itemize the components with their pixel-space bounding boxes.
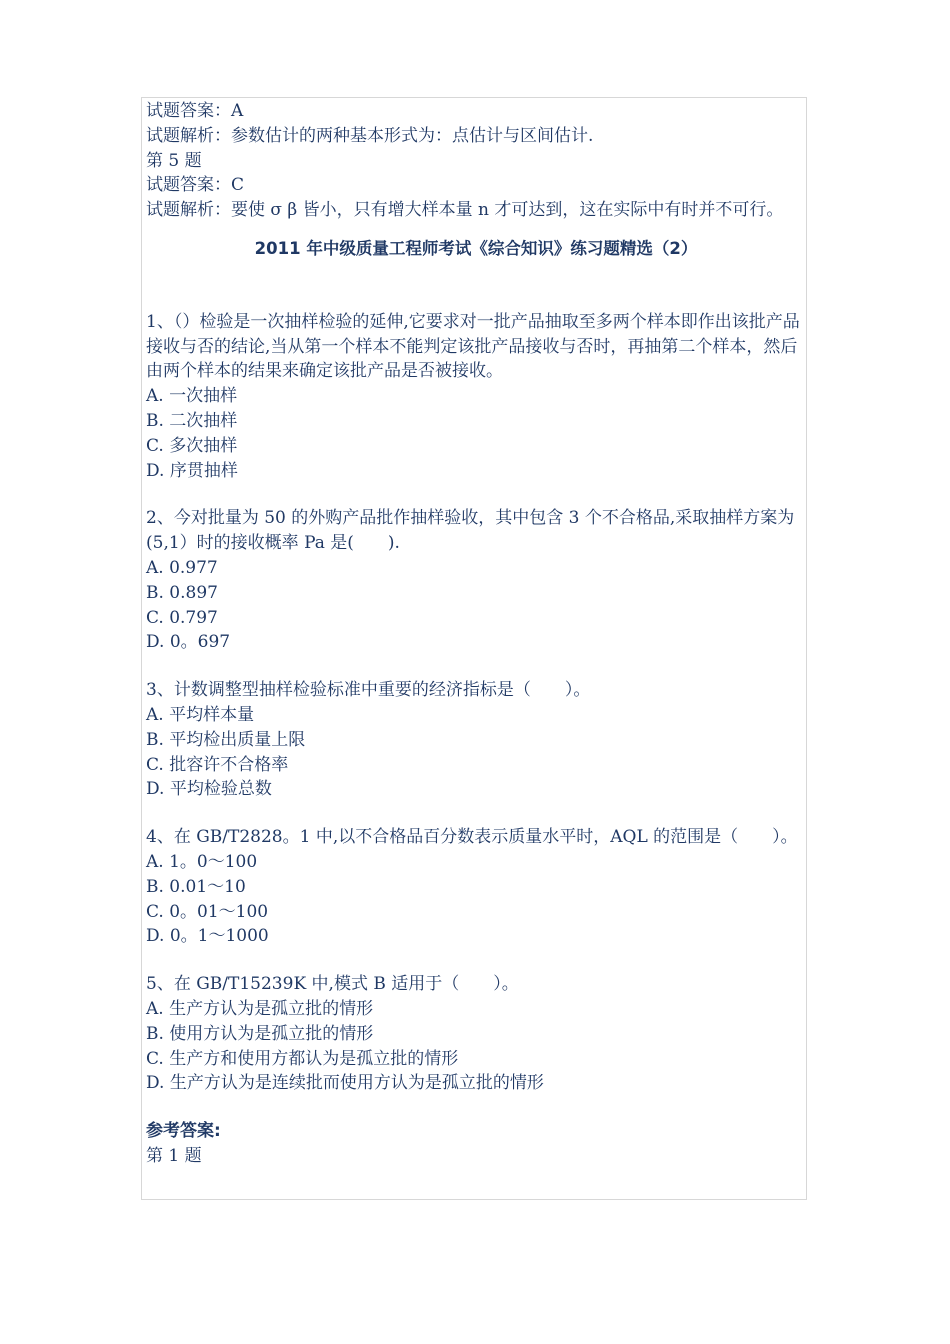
option-c: C. 生产方和使用方都认为是孤立批的情形	[146, 1048, 459, 1069]
spacer	[146, 1096, 806, 1119]
spacer	[146, 949, 806, 972]
option-d: D. 生产方认为是连续批而使用方认为是孤立批的情形	[146, 1073, 544, 1094]
option-d: D. 0。1～1000	[146, 926, 269, 947]
question-stem: 5、在 GB/T15239K 中,模式 B 适用于（ ）。	[146, 974, 519, 995]
analysis-line-q4: 试题解析：参数估计的两种基本形式为：点估计与区间估计.	[146, 125, 594, 146]
option-b: B. 使用方认为是孤立批的情形	[146, 1023, 374, 1044]
answers-heading: 参考答案:	[146, 1121, 221, 1142]
option-d: D. 序贯抽样	[146, 460, 238, 481]
option-a: A. 一次抽样	[146, 386, 238, 407]
option-a: A. 平均样本量	[146, 704, 255, 725]
question-stem: 4、在 GB/T2828。1 中,以不合格品百分数表示质量水平时，AQL 的范围是（ ）。	[146, 827, 798, 848]
option-a: A. 1。0～100	[146, 851, 258, 872]
option-c: C. 0.797	[146, 607, 218, 628]
option-d: D. 0。697	[146, 632, 231, 653]
section-title: 2011 年中级质量工程师考试《综合知识》练习题精选（2）	[254, 238, 698, 258]
option-a: A. 生产方认为是孤立批的情形	[146, 998, 374, 1019]
option-b: B. 0.01～10	[146, 876, 246, 897]
document-content	[146, 99, 806, 1169]
answer-line-q5: 试题答案：C	[146, 175, 245, 196]
question-3	[146, 678, 806, 802]
question-2	[146, 506, 806, 655]
question-5-label: 第 5 题	[146, 150, 202, 171]
question-1	[146, 310, 806, 484]
spacer	[146, 802, 806, 825]
option-c: C. 多次抽样	[146, 435, 238, 456]
option-b: B. 平均检出质量上限	[146, 729, 306, 750]
option-c: C. 批容许不合格率	[146, 754, 289, 775]
answers-question-1-label: 第 1 题	[146, 1145, 202, 1166]
answer-line-q4: 试题答案：A	[146, 101, 244, 121]
option-d: D. 平均检验总数	[146, 779, 272, 800]
spacer	[146, 483, 806, 506]
question-stem: 3、计数调整型抽样检验标准中重要的经济指标是（ ）。	[146, 680, 591, 701]
question-stem: 1、（）检验是一次抽样检验的延伸,它要求对一批产品抽取至多两个样本即作出该批产品接收与否的结论,当从第一个样本不能判定该批产品接收与否时，再抽第二个样本，然后由两个样本的结果来确定该批产品是否被接收。	[146, 311, 800, 382]
option-c: C. 0。01～100	[146, 901, 269, 922]
option-a: A. 0.977	[146, 557, 218, 578]
analysis-line-q5: 试题解析：要使 σ β 皆小，只有增大样本量 n 才可达到，这在实际中有时并不可行。	[146, 200, 784, 221]
option-b: B. 0.897	[146, 582, 218, 603]
spacer	[146, 655, 806, 678]
question-stem: 2、今对批量为 50 的外购产品批作抽样验收，其中包含 3 个不合格品,采取抽样方案为(5,1）时的接收概率 Pa 是( ).	[146, 508, 795, 554]
option-b: B. 二次抽样	[146, 410, 238, 431]
question-4	[146, 825, 806, 949]
question-5	[146, 972, 806, 1096]
